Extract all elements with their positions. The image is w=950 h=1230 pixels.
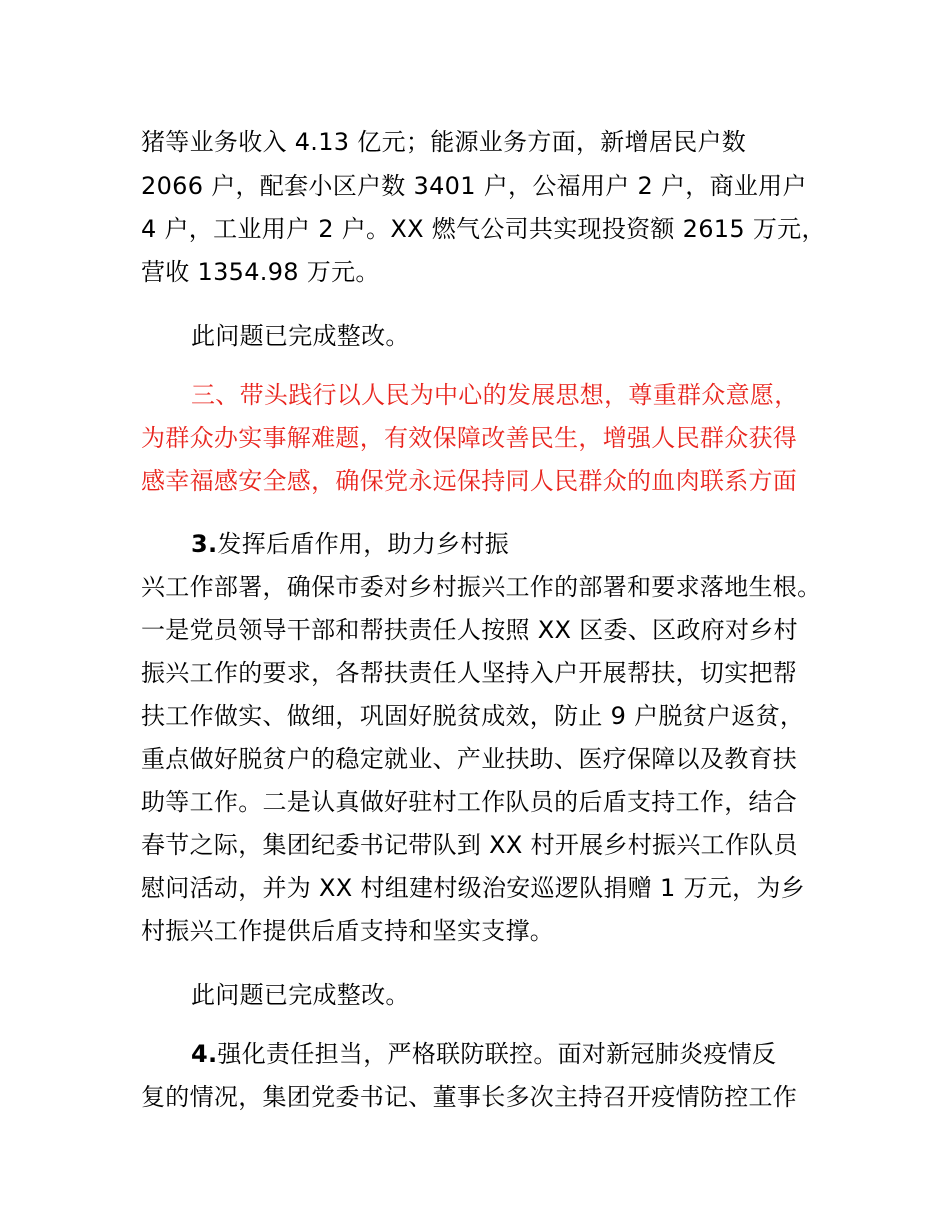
text-line: [191, 530, 509, 560]
text-line: 重点做好脱贫户的稳定就业、产业扶助、医疗保障以及教育扶: [141, 745, 798, 773]
text-line: 春节之际，集团纪委书记带队到 XX 村开展乡村振兴工作队员: [141, 831, 798, 859]
text-line: 助等工作。二是认真做好驻村工作队员的后盾支持工作，结合: [141, 788, 798, 816]
item-number: 3.: [191, 530, 218, 558]
heading-line: 为群众办实事解难题，有效保障改善民生，增强人民群众获得: [141, 424, 798, 452]
rectification-status: 此问题已完成整改。: [191, 322, 410, 350]
item-number: 4.: [191, 1040, 218, 1068]
text-line: 猪等业务收入 4.13 亿元；能源业务方面，新增居民户数: [141, 128, 747, 156]
item-title: 发挥后盾作用，助力乡村振: [217, 530, 510, 558]
text-line: 营收 1354.98 万元。: [141, 258, 380, 286]
rectification-status: 此问题已完成整改。: [191, 981, 410, 1009]
text-line: 慰问活动，并为 XX 村组建村级治安巡逻队捐赠 1 万元，为乡: [141, 874, 805, 902]
text-line: [191, 1040, 776, 1070]
text-line: 4 户，工业用户 2 户。XX 燃气公司共实现投资额 2615 万元，: [141, 215, 826, 243]
heading-line: 感幸福感安全感，确保党永远保持同人民群众的血肉联系方面: [141, 467, 798, 495]
text-line: 复的情况，集团党委书记、董事长多次主持召开疫情防控工作: [141, 1083, 798, 1111]
heading-line: 三、带头践行以人民为中心的发展思想，尊重群众意愿，: [191, 381, 799, 409]
text-line: 2066 户，配套小区户数 3401 户，公福用户 2 户，商业用户: [141, 172, 807, 200]
text-line: 兴工作部署，确保市委对乡村振兴工作的部署和要求落地生根。: [141, 573, 822, 601]
item-title: 强化责任担当，严格联防联控。面对新冠肺炎疫情反: [217, 1040, 777, 1068]
text-line: 振兴工作的要求，各帮扶责任人坚持入户开展帮扶，切实把帮: [141, 659, 798, 687]
text-line: 一是党员领导干部和帮扶责任人按照 XX 区委、区政府对乡村: [141, 616, 798, 644]
text-line: 村振兴工作提供后盾支持和坚实支撑。: [141, 917, 555, 945]
text-line: 扶工作做实、做细，巩固好脱贫成效，防止 9 户脱贫户返贫，: [141, 702, 805, 730]
